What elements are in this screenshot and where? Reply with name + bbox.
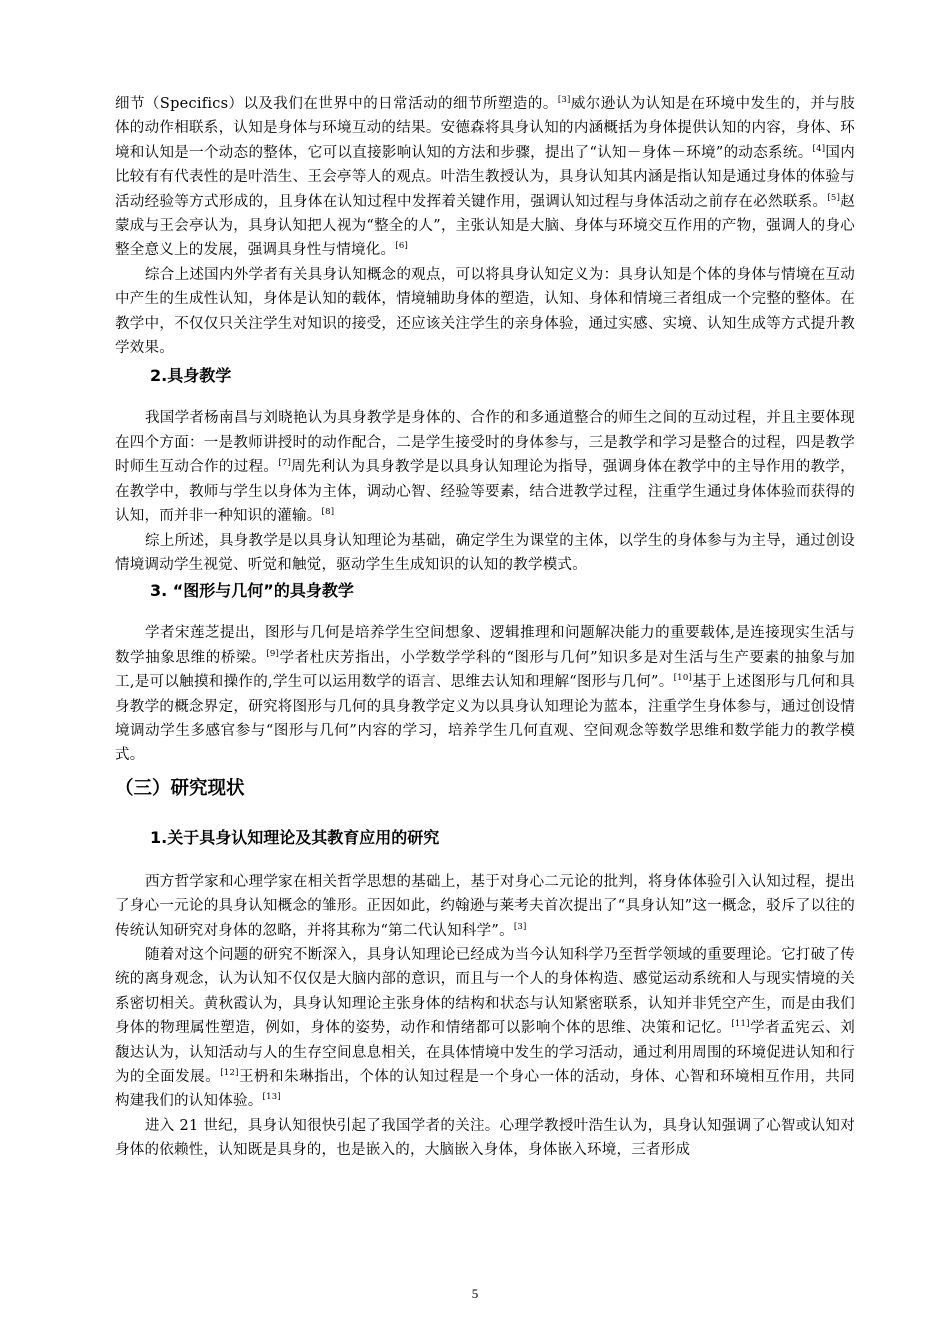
text-run: 周先利认为具身教学是以具身认知理论为指导，强调身体在教学中的主导作用的教学，在教学中，教师与学生以身体为主体，调动心智、经验等要素，结合进教学过程，注重学生通过身体体验而获得的认知，而并非一种知识的灌输。 (115, 459, 855, 525)
text-run: 综合上述国内外学者有关具身认知概念的观点，可以将具身认知定义为：具身认知是个体的身体与情境在互动中产生的生成性认知，身体是认知的载体，情境辅助身体的塑造，认知、身体和情境三者组成一个完整的整体。在教学中，不仅仅只关注学生对知识的接受，还应该关注学生的亲身体验，通过实感、实境、认知生成等方式提升教学效果。 (115, 266, 855, 357)
heading-theory-research: 1.关于具身认知理论及其教育应用的研究 (150, 827, 440, 847)
text-run: 学者杜庆芳指出，小学数学学科的“图形与几何”知识多是对生活与生产要素的抽象与加工,是可以触摸和操作的,学生可以运用数学的语言、思维去认知和理解“图形与几何”。 (115, 649, 856, 691)
citation-ref: [10] (673, 673, 693, 684)
paragraph-domestic-research (115, 1114, 855, 1163)
text-run: 王枬和朱琳指出，个体的认知过程是一个身心一体的活动，身体、心智和环境相互作用，共同构建我们的认知体验。 (115, 1069, 856, 1110)
heading-embodied-teaching: 2.具身教学 (150, 366, 232, 386)
text-run: 随着对这个问题的研究不断深入，具身认知理论已经成为当今认知科学乃至哲学领域的重要理论。它打破了传统的离身观念，认为认知不仅仅是大脑内部的意识，而且与一个人的身体构造、感觉运动系统和人与现实情境的关系密切相关。黄秋霞认为，具身认知理论主张身体的结构和状态与认知紧密联系，认知并非凭空产生，而是由我们身体的物理属性塑造，例如，身体的姿势，动作和情绪都可以影响个体的思维、决策和记忆。 (115, 946, 855, 1037)
citation-ref: [12] (220, 1068, 239, 1078)
paragraph-theory-development (115, 943, 855, 1114)
text-run: 赵蒙成与王会亭认为，具身认知把人视为“整全的人”，主张认知是大脑、身体与环境交互作用的产物，强调人的身心整全意义上的发展，强调具身性与情境化。 (115, 193, 855, 259)
citation-ref: [8] (321, 507, 335, 518)
text-run: 学者宋莲芝提出，图形与几何是培养学生空间想象、逻辑推理和问题解决能力的重要载体,是连接现实生活与数学抽象思维的桥梁。 (115, 625, 855, 666)
text-run: 学者孟宪云、刘馥达认为，认知活动与人的生存空间息息相关，在具体情境中发生的学习活动，通过利用周围的环境促进认知和行为的全面发展。 (115, 1020, 856, 1085)
page-content (115, 92, 855, 1163)
citation-ref: [9] (266, 648, 280, 659)
heading-research-status: （三）研究现状 (115, 777, 245, 799)
text-run: 细节（Specifics）以及我们在世界中的日常活动的细节所塑造的。 (115, 96, 558, 112)
paragraph-cognition-summary (115, 263, 855, 361)
paragraph-embodied-teaching (115, 406, 855, 528)
citation-ref: [11] (731, 1019, 750, 1030)
paragraph-embodied-teaching-summary (115, 529, 855, 578)
paragraph-cognition-definitions (115, 92, 855, 263)
citation-ref: [13] (262, 1092, 281, 1103)
paragraph-geometry-teaching (115, 621, 855, 767)
text-run: 威尔逊认为认知是在环境中发生的，并与肢体的动作相联系，认知是身体与环境互动的结果。安德森将具身认知的内涵概括为身体提供认知的内容，身体、环境和认知是一个动态的整体，它可以直接影响认知的方法和步骤，提出了“认知－身体－环境”的动态系统。 (115, 96, 856, 161)
citation-ref: [3] (557, 95, 571, 105)
citation-ref: [3] (513, 921, 527, 932)
paragraph-western-origins (115, 870, 855, 943)
text-run: 进入 21 世纪，具身认知很快引起了我国学者的关注。心理学教授叶浩生认为，具身认知强调了心智或认知对身体的依赖性，认知既是具身的，也是嵌入的，大脑嵌入身体，身体嵌入环境，三者形成 (115, 1117, 855, 1159)
text-run: 综上所述，具身教学是以具身认知理论为基础，确定学生为课堂的主体，以学生的身体参与为主导，通过创设情境调动学生视觉、听觉和触觉，驱动学生生成知识的认知的教学模式。 (115, 532, 855, 573)
heading-geometry-teaching: 3. “图形与几何”的具身教学 (150, 581, 354, 601)
citation-ref: [5] (827, 192, 841, 203)
text-run: 基于上述图形与几何和具身教学的概念界定，研究将图形与几何的具身教学定义为以具身认知理论为蓝本，注重学生身体参与，通过创设情境调动学生多感官参与“图形与几何”内容的学习，培养学生几何直观、空间观念等数学思维和数学能力的教学模式。 (115, 674, 855, 764)
page-number: 5 (471, 1286, 479, 1301)
text-run: 我国学者杨南昌与刘晓艳认为具身教学是身体的、合作的和多通道整合的师生之间的互动过程，并且主要体现在四个方面：一是教师讲授时的动作配合，二是学生接受时的身体参与，三是教学和学习是整合的过程，四是教学时师生互动合作的过程。 (115, 410, 855, 476)
citation-ref: [7] (278, 458, 292, 469)
citation-ref: [6] (395, 241, 409, 252)
citation-ref: [4] (812, 143, 826, 154)
text-run: 国内比较有有代表性的是叶浩生、王会亭等人的观点。叶浩生教授认为，具身认知其内涵是指认知是通过身体的体验与活动经验等方式形成的，且身体在认知过程中发挥着关键作用，强调认知过程与身体活动之前存在必然联系。 (115, 144, 855, 210)
text-run: 西方哲学家和心理学家在相关哲学思想的基础上，基于对身心二元论的批判，将身体体验引入认知过程，提出了身心一元论的具身认知概念的雏形。正因如此，约翰逊与莱考夫首次提出了“具身认知”这一概念，驳斥了以往的传统认知研究对身体的忽略，并将其称为“第二代认知科学”。 (115, 873, 855, 939)
